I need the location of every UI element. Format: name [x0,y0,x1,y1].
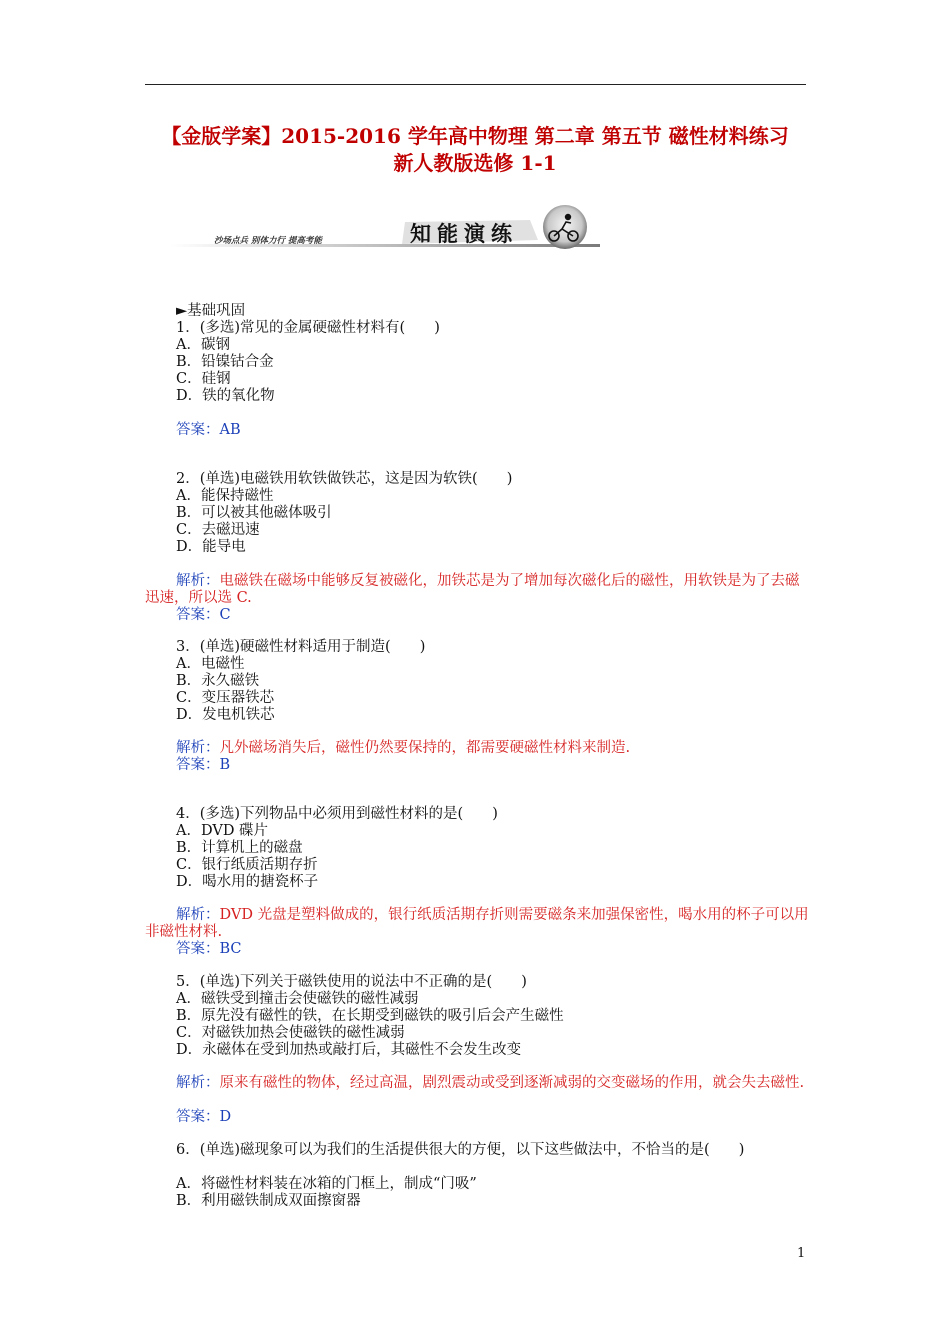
header-rule [145,84,806,85]
cyclist-emblem [543,205,587,249]
banner-slogan: 沙场点兵 别体力行 提高考能 [214,236,322,246]
question-2-explanation [145,573,810,607]
document-title-line-2: 新人教版选修 1-1 [393,151,557,175]
banner-heading: 知能演练 [410,221,518,246]
question-3-answer [176,757,230,774]
question-5-explanation [145,1075,810,1092]
answer-label: 答案： [176,422,220,438]
question-1-option-b: B．铅镍钴合金 [176,354,274,370]
question-5-option-c: C．对磁铁加热会使磁铁的磁性减弱 [176,1025,405,1041]
answer-value: BC [219,941,242,957]
question-4-option-a: A．DVD 碟片 [176,823,269,839]
question-2-option-d: D．能导电 [176,539,246,555]
question-2-option-a: A．能保持磁性 [176,488,274,504]
question-1-option-a: A．碳钢 [176,337,230,353]
question-5-option-a: A．磁铁受到撞击会使磁铁的磁性减弱 [176,991,419,1007]
question-1-option-d: D．铁的氧化物 [176,388,275,404]
question-4-option-b: B．计算机上的磁盘 [176,840,303,856]
question-2-option-b: B．可以被其他磁体吸引 [176,505,332,521]
question-2-option-c: C．去磁迅速 [176,522,260,538]
question-6-stem: 6．(单选)磁现象可以为我们的生活提供很大的方便，以下这些做法中，不恰当的是( ) [176,1142,745,1158]
question-1-stem: 1．(多选)常见的金属硬磁性材料有( ) [176,320,440,336]
page-number: 1 [797,1246,806,1261]
answer-value: B [219,757,231,773]
section-banner [170,200,600,250]
question-4-answer [176,941,242,958]
question-4-option-c: C．银行纸质活期存折 [176,857,318,873]
question-3-option-b: B．永久磁铁 [176,673,260,689]
question-3-explanation [176,740,630,757]
explanation-text: 原来有磁性的物体，经过高温，剧烈震动或受到逐渐减弱的交变磁场的作用，就会失去磁性. [219,1075,805,1091]
question-3-option-a: A．电磁性 [176,656,245,672]
question-6-option-b: B．利用磁铁制成双面擦窗器 [176,1193,361,1209]
document-title-line-1: 【金版学案】2015-2016 学年高中物理 第二章 第五节 磁性材料练习 [161,124,789,148]
answer-value: D [219,1109,232,1125]
question-3-option-d: D．发电机铁芯 [176,707,275,723]
answer-label: 答案： [176,607,220,623]
explanation-text: 电磁铁在磁场中能够反复被磁化，加铁芯是为了增加每次磁化后的磁性，用软铁是为了去磁迅速，所以选 C. [145,573,800,606]
answer-label: 答案： [176,1109,220,1125]
answer-value: C [219,607,231,623]
question-5-option-d: D．永磁体在受到加热或敲打后，其磁性不会发生改变 [176,1042,522,1058]
explanation-label: 解析： [176,907,220,923]
question-2-answer [176,607,231,624]
answer-label: 答案： [176,941,220,957]
explanation-label: 解析： [176,573,220,589]
explanation-label: 解析： [176,740,220,756]
explanation-label: 解析： [176,1075,220,1091]
question-2-stem: 2．(单选)电磁铁用软铁做铁芯，这是因为软铁( ) [176,471,513,487]
question-4-explanation [145,907,810,941]
question-1-answer [176,422,241,439]
question-5-answer [176,1109,231,1126]
question-3-stem: 3．(单选)硬磁性材料适用于制造( ) [176,639,426,655]
explanation-text: DVD 光盘是塑料做成的，银行纸质活期存折则需要磁条来加强保密性，喝水用的杯子可以用非磁性材料. [145,907,809,940]
answer-value: AB [219,422,241,438]
section-heading: ►基础巩固 [176,303,246,319]
question-5-option-b: B．原先没有磁性的铁，在长期受到磁铁的吸引后会产生磁性 [176,1008,564,1024]
question-3-option-c: C．变压器铁芯 [176,690,275,706]
answer-label: 答案： [176,757,220,773]
question-4-option-d: D．喝水用的搪瓷杯子 [176,874,319,890]
explanation-text: 凡外磁场消失后，磁性仍然要保持的，都需要硬磁性材料来制造. [219,740,631,756]
question-4-stem: 4．(多选)下列物品中必须用到磁性材料的是( ) [176,806,498,822]
question-1-option-c: C．硅钢 [176,371,231,387]
question-6-option-a: A．将磁性材料装在冰箱的门框上，制成“门吸” [176,1176,477,1192]
question-5-stem: 5．(单选)下列关于磁铁使用的说法中不正确的是( ) [176,974,527,990]
